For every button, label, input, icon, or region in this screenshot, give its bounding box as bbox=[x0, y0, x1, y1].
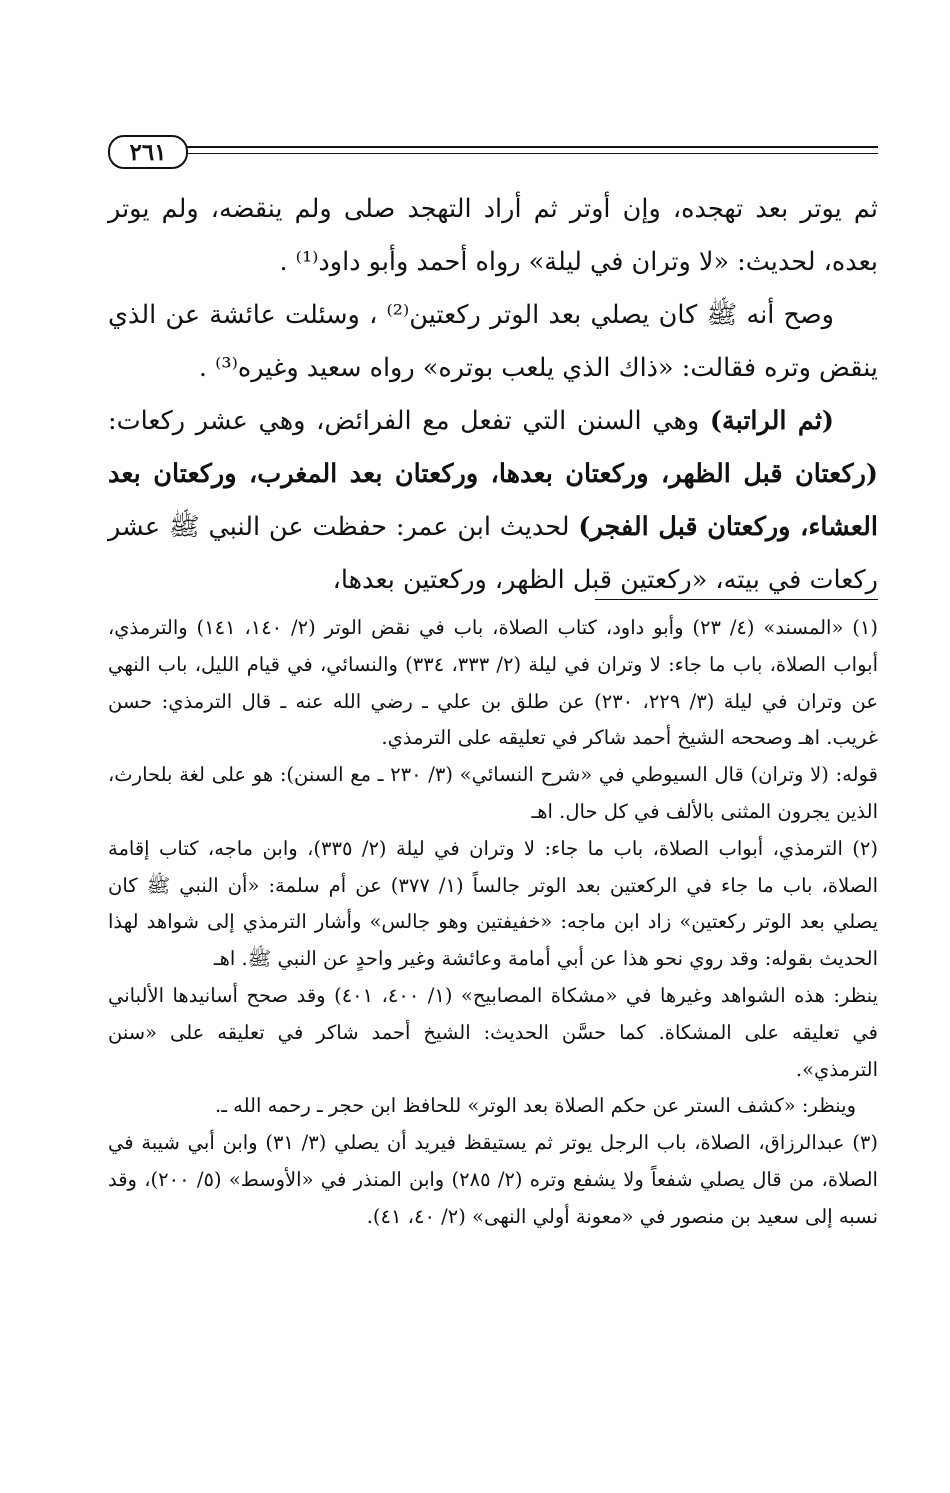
ratibah-text-2: لحديث ابن عمر: حفظت عن النبي ﷺ عشر ركعات في بيته، «ركعتين قبل الظهر، وركعتين بعدها، bbox=[108, 512, 878, 595]
footnote-1-note: قوله: (لا وتران) قال السيوطي في «شرح النسائي» (٣/ ٢٣٠ ـ مع السنن): هو على لغة بلحارث، الذين يجرون المثنى بالألف في كل حال. اهـ bbox=[108, 763, 878, 823]
page-number: ٢٦١ bbox=[108, 135, 188, 169]
footnote-separator bbox=[595, 599, 878, 600]
footnotes bbox=[108, 610, 878, 1236]
page-header bbox=[108, 136, 878, 172]
footnote-2-note: ينظر: هذه الشواهد وغيرها في «مشكاة المصابيح» (١/ ٤٠٠، ٤٠١) وقد صحح أسانيدها الألباني في تعليقه على المشكاة. كما حسَّن الحديث: الشيخ أحمد شاكر في تعليقه على «سنن الترمذي». bbox=[108, 983, 878, 1081]
main-paragraph-1: ثم يوتر بعد تهجده، وإن أوتر ثم أراد التهجد صلى ولم ينقضه، ولم يوتر بعده، لحديث: «لا وتران في ليلة» رواه أحمد وأبو داود⁽¹⁾ . bbox=[108, 194, 878, 277]
main-paragraph-2: وصح أنه ﷺ كان يصلي بعد الوتر ركعتين⁽²⁾ ، وسئلت عائشة عن الذي ينقض وتره فقالت: «ذاك الذي يلعب بوتره» رواه سعيد وغيره⁽³⁾ . bbox=[108, 300, 878, 383]
footnote-1: (١) «المسند» (٤/ ٢٣) وأبو داود، كتاب الصلاة، باب في نقض الوتر (٢/ ١٤٠، ١٤١) والترمذي، أبواب الصلاة، باب ما جاء: لا وتران في ليلة (٢/ ٣٣٣، ٣٣٤) والنسائي، في قيام الليل، باب النهي عن وتران في ليلة (٣/ ٢٢٩، ٢٣٠) عن طلق بن علي ـ رضي الله عنه ـ قال الترمذي: حسن غريب. اهـ وصححه الشيخ أحمد شاكر في تعليقه على الترمذي. bbox=[108, 616, 878, 750]
footnote-2-see-also: وينظر: «كشف الستر عن حكم الصلاة بعد الوتر» للحافظ ابن حجر ـ رحمه الله ـ. bbox=[215, 1094, 856, 1118]
main-text bbox=[108, 183, 878, 607]
ratibah-text-1: وهي السنن التي تفعل مع الفرائض، وهي عشر ركعات: bbox=[108, 406, 710, 436]
ratibah-list: (ركعتان قبل الظهر، وركعتان بعدها، وركعتان بعد المغرب، وركعتان بعد العشاء، وركعتان قبل الفجر) bbox=[108, 459, 878, 542]
footnote-2: (٢) الترمذي، أبواب الصلاة، باب ما جاء: لا وتران في ليلة (٢/ ٣٣٥)، وابن ماجه، كتاب إقامة الصلاة، باب ما جاء في الركعتين بعد الوتر جالساً (١/ ٣٧٧) عن أم سلمة: «أن النبي ﷺ كان يصلي بعد الوتر ركعتين» زاد ابن ماجه: «خفيفتين وهو جالس» وأشار الترمذي إلى شواهد لهذا الحديث بقوله: وقد روي نحو هذا عن أبي أمامة وعائشة وغير واحدٍ عن النبي ﷺ. اهـ bbox=[108, 836, 878, 971]
main-paragraph-3 bbox=[108, 395, 878, 607]
ratibah-heading: (ثم الراتبة) bbox=[709, 406, 834, 436]
footnote-3: (٣) عبدالرزاق، الصلاة، باب الرجل يوتر ثم يستيقظ فيريد أن يصلي (٣/ ٣١) وابن أبي شيبة في الصلاة، من قال يصلي شفعاً ولا يشفع وتره (٢/ ٢٨٥) وابن المنذر في «الأوسط» (٥/ ٢٠٠)، وقد نسبه إلى سعيد بن منصور في «معونة أولي النهى» (٢/ ٤٠، ٤١). bbox=[108, 1131, 878, 1228]
header-rule bbox=[180, 146, 878, 154]
